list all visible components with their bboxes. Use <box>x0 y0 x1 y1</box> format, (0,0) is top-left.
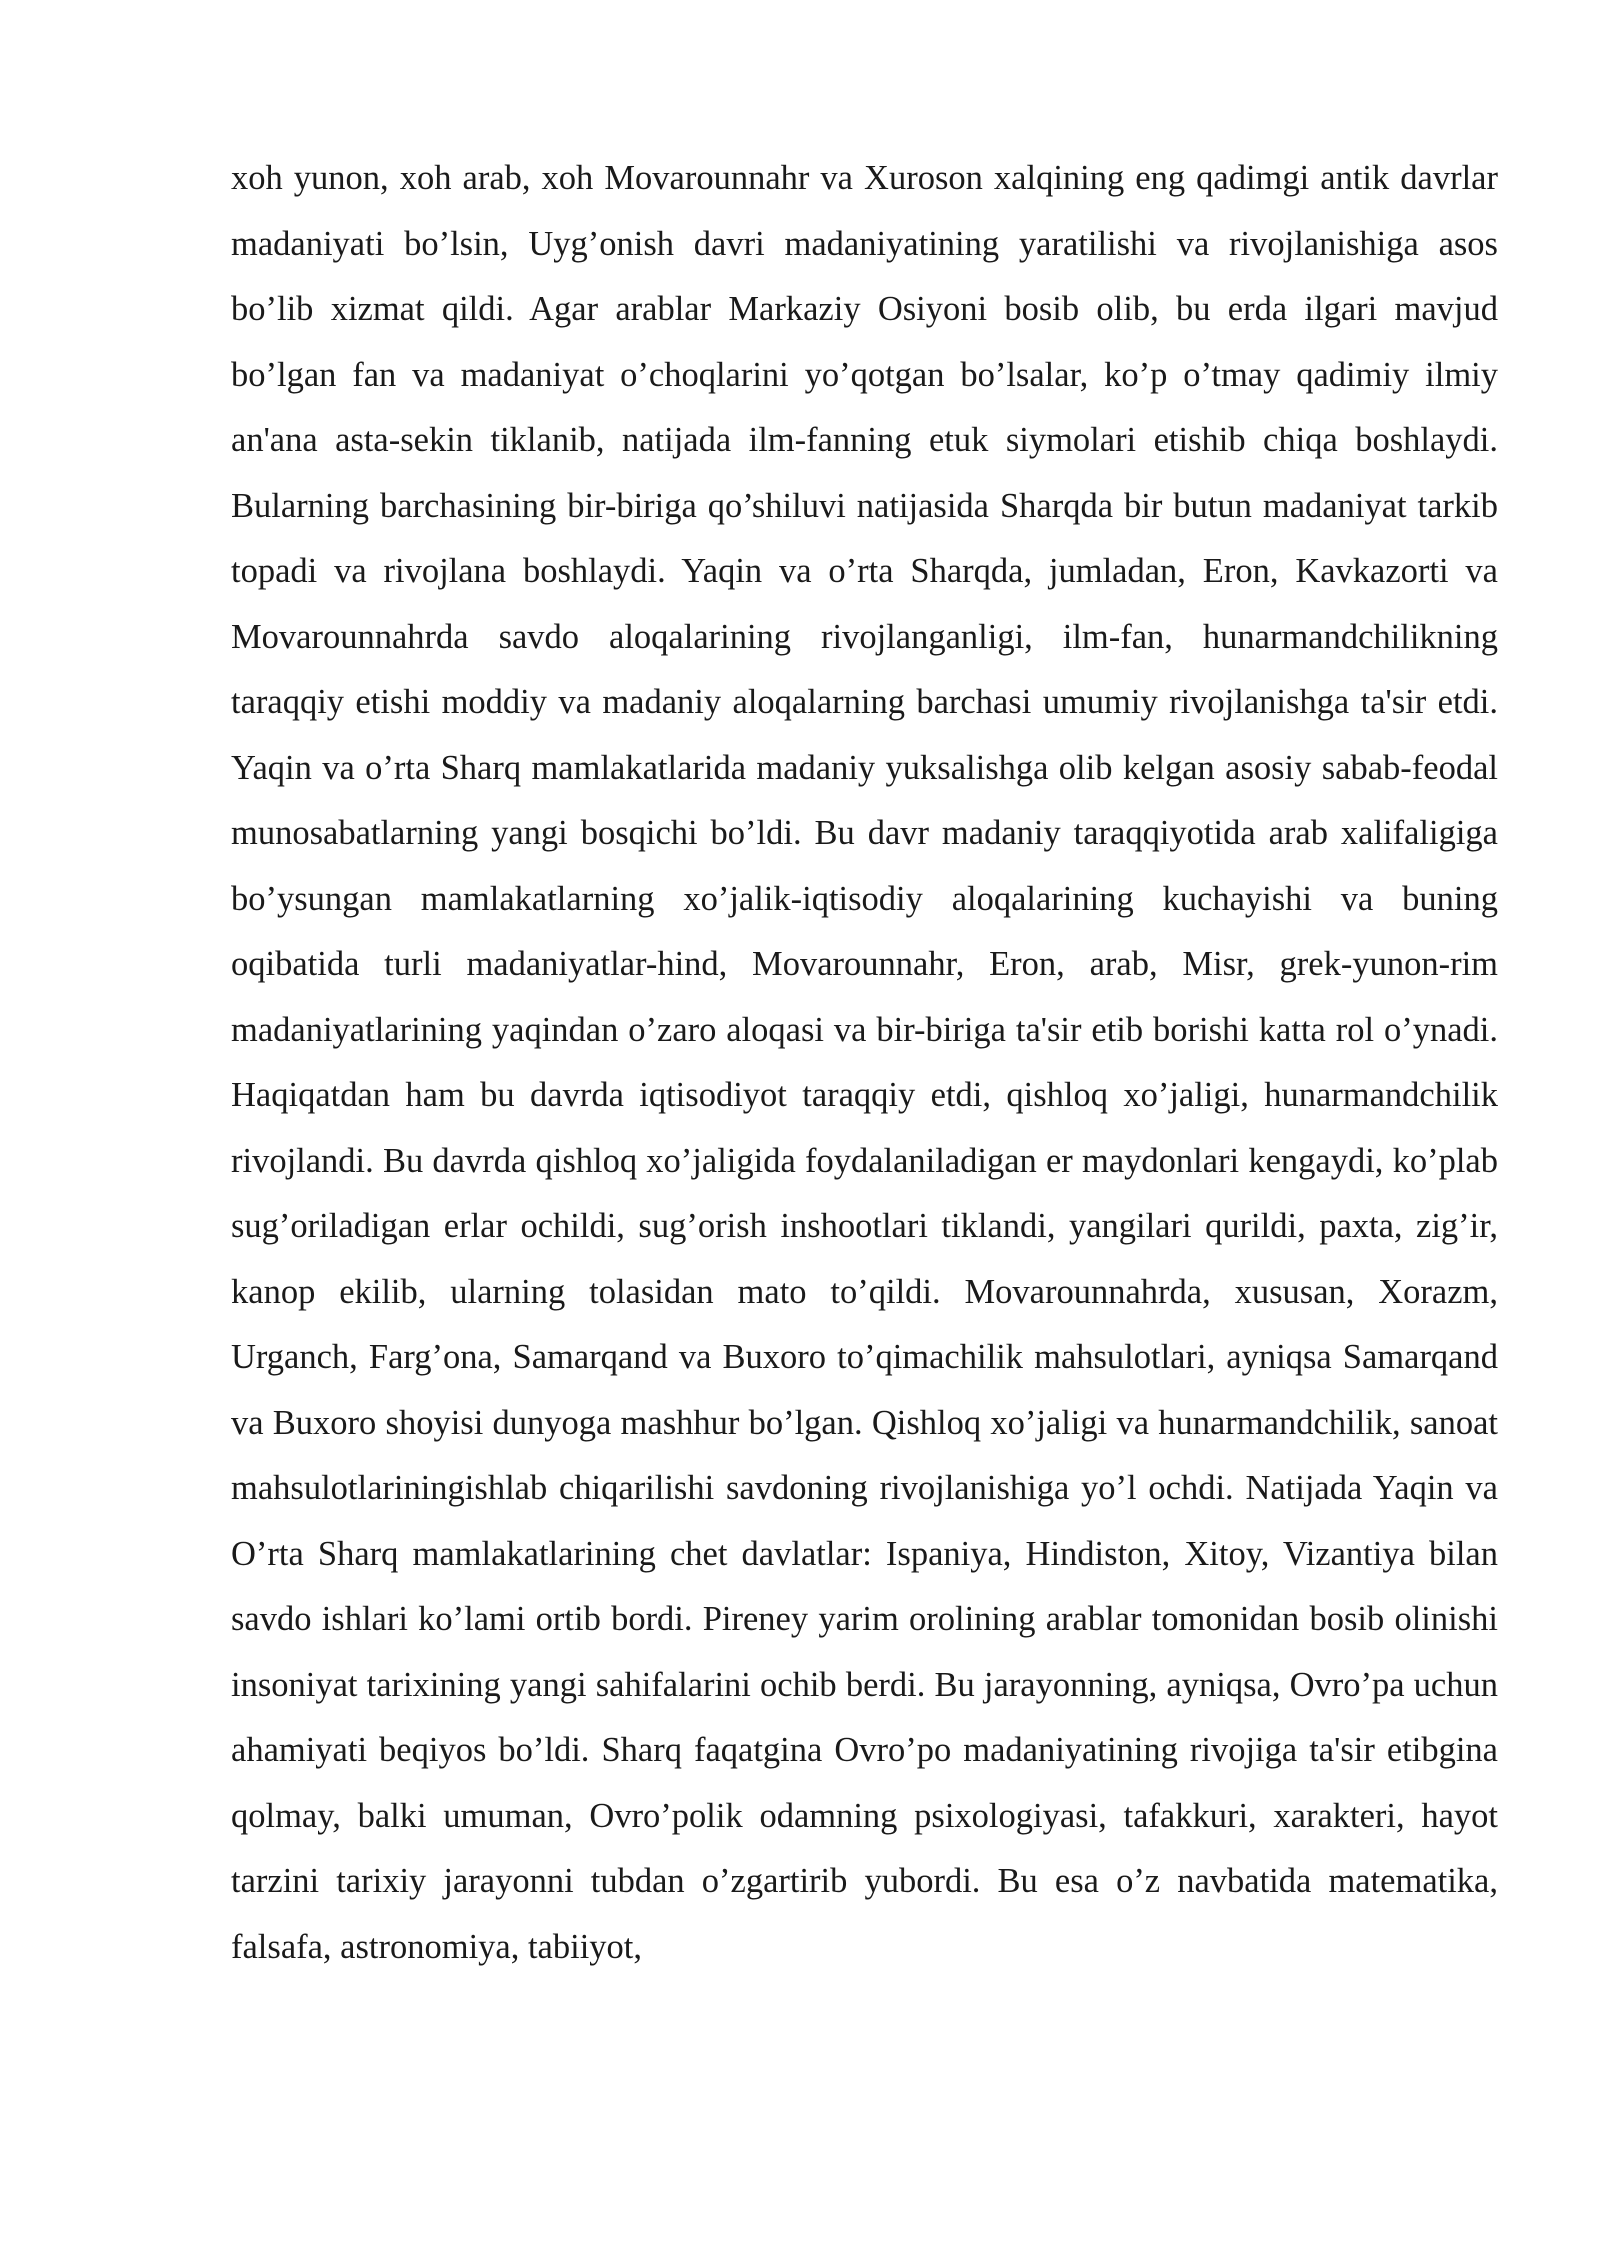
body-paragraph: xoh yunon, xoh arab, xoh Movarounnahr va Xuroson xalqining eng qadimgi antik davrlar madaniyati bo’lsin, Uyg’onish davri madaniyatining yaratilishi va rivojlanishiga asos bo’lib xizmat qildi. Agar arablar Markaziy Osiyoni bosib olib, bu erda ilgari mavjud bo’lgan fan va madaniyat o’choqlarini yo’qotgan bo’lsalar, ko’p o’tmay qadimiy ilmiy an'ana asta-sekin tiklanib, natijada ilm-fanning etuk siymolari etishib chiqa boshlaydi. Bularning barchasining bir-biriga qo’shiluvi natijasida Sharqda bir butun madaniyat tarkib topadi va rivojlana boshlaydi. Yaqin va o’rta Sharqda, jumladan, Eron, Kavkazorti va Movarounnahrda savdo aloqalarining rivojlanganligi, ilm-fan, hunarmandchilikning taraqqiy etishi moddiy va madaniy aloqalarning barchasi umumiy rivojlanishga ta'sir etdi. Yaqin va o’rta Sharq mamlakatlarida madaniy yuksalishga olib kelgan asosiy sabab-feodal munosabatlarning yangi bosqichi bo’ldi. Bu davr madaniy taraqqiyotida arab xalifaligiga bo’ysungan mamlakatlarning xo’jalik-iqtisodiy aloqalarining kuchayishi va buning oqibatida turli madaniyatlar-hind, Movarounnahr, Eron, arab, Misr, grek-yunon-rim madaniyatlarining yaqindan o’zaro aloqasi va bir-biriga ta'sir etib borishi katta rol o’ynadi. Haqiqatdan ham bu davrda iqtisodiyot taraqqiy etdi, qishloq xo’jaligi, hunarmandchilik rivojlandi. Bu davrda qishloq xo’jaligida foydalaniladigan er maydonlari kengaydi, ko’plab sug’oriladigan erlar ochildi, sug’orish inshootlari tiklandi, yangilari qurildi, paxta, zig’ir, kanop ekilib, ularning tolasidan mato to’qildi. Movarounnahrda, xususan, Xorazm, Urganch, Farg’ona, Samarqand va Buxoro to’qimachilik mahsulotlari, ayniqsa Samarqand va Buxoro shoyisi dunyoga mashhur bo’lgan. Qishloq xo’jaligi va hunarmandchilik, sanoat mahsulotlariningishlab chiqarilishi savdoning rivojlanishiga yo’l ochdi. Natijada Yaqin va O’rta Sharq mamlakatlarining chet davlatlar: Ispaniya, Hindiston, Xitoy, Vizantiya bilan savdo ishlari ko’lami ortib bordi. Pireney yarim orolining arablar tomonidan bosib olinishi insoniyat tarixining yangi sahifalarini ochib berdi. Bu jarayonning, ayniqsa, Ovro’pa uchun ahamiyati beqiyos bo’ldi. Sharq faqatgina Ovro’po madaniyatining rivojiga ta'sir etibgina qolmay, balki umuman, Ovro’polik odamning psixologiyasi, tafakkuri, xarakteri, hayot tarzini tarixiy jarayonni tubdan o’zgartirib yubordi. Bu esa o’z navbatida matematika, falsafa, astronomiya, tabiiyot, <box>231 159 1498 1966</box>
